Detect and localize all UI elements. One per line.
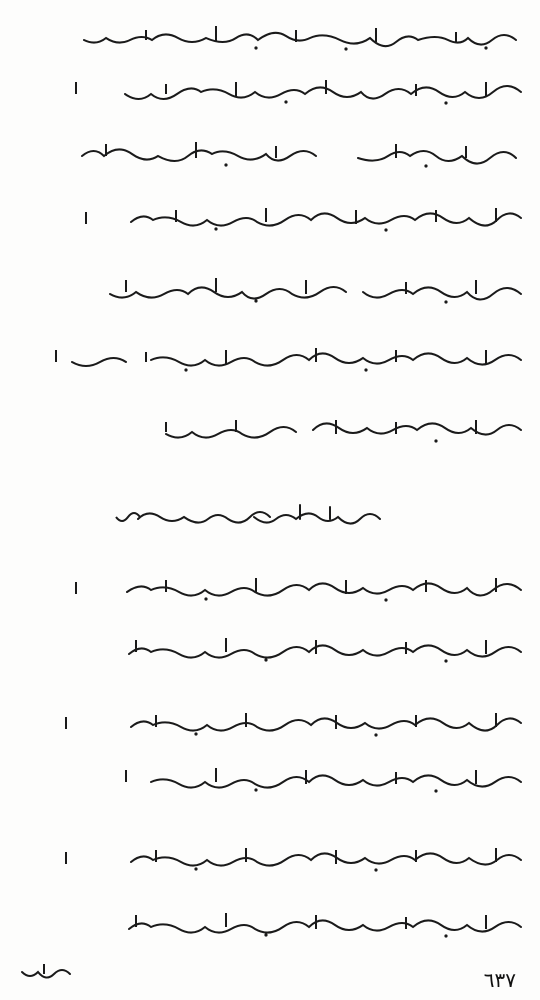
catchword (14, 956, 74, 986)
handwritten-line (16, 72, 524, 112)
handwritten-line (16, 840, 524, 880)
handwritten-line (16, 760, 524, 800)
handwritten-line (16, 630, 524, 670)
handwritten-line (16, 340, 524, 380)
handwritten-line (16, 200, 524, 240)
handwritten-line (16, 570, 524, 610)
handwritten-line (16, 410, 524, 450)
page-number: ٦٣٧ (483, 968, 516, 992)
handwritten-line (16, 905, 524, 945)
handwritten-line (16, 270, 524, 310)
handwritten-line (16, 18, 524, 58)
handwritten-line (16, 705, 524, 745)
handwritten-line (16, 134, 524, 174)
section-heading (0, 495, 540, 535)
